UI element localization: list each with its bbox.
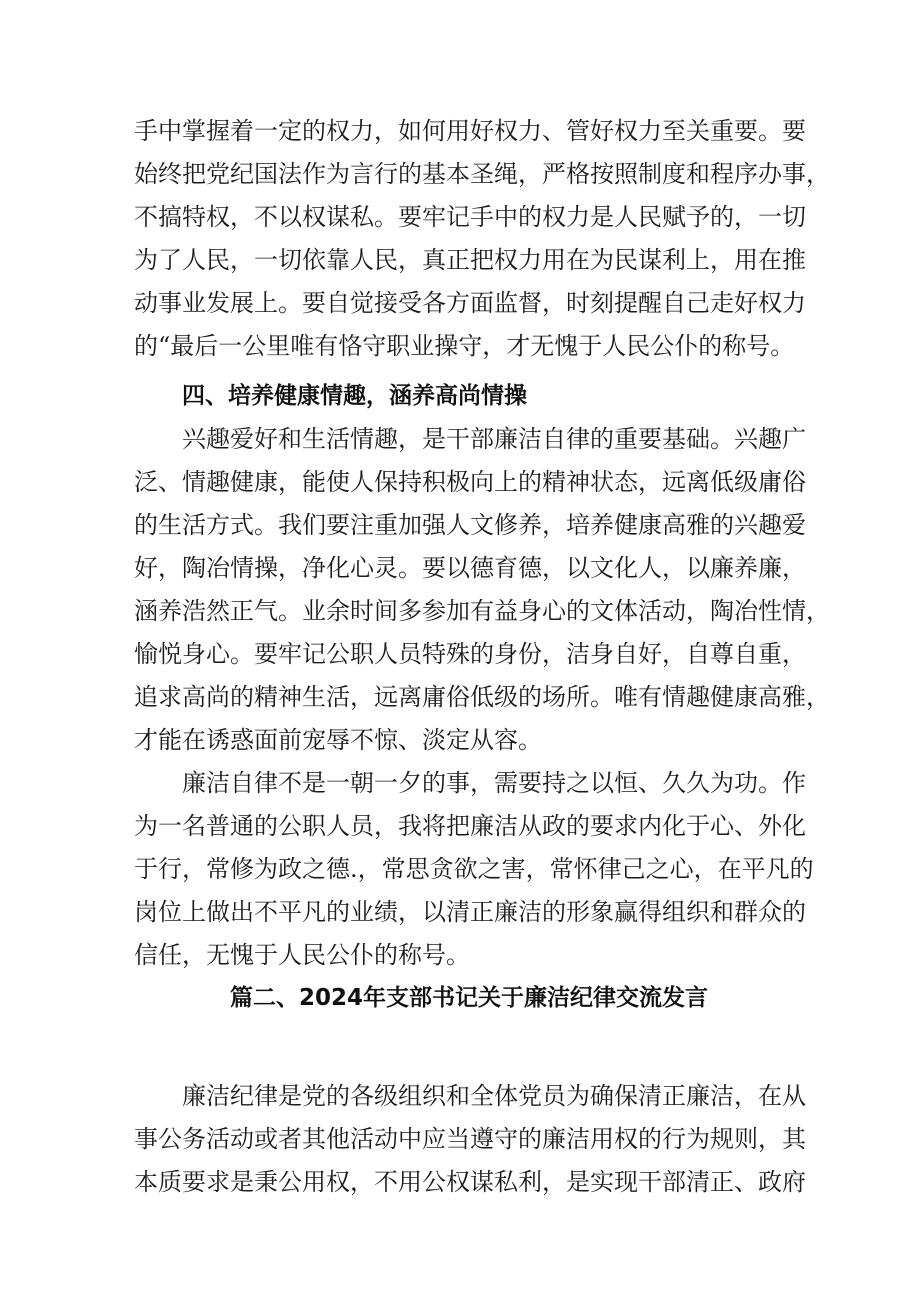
article-two-title: 篇二、2024年支部书记关于廉洁纪律交流发言: [230, 985, 709, 1011]
paragraph-3-line-1: 廉洁自律不是一朝一夕的事，需要持之以恒、久久为功。作: [182, 769, 806, 797]
paragraph-2-line-2: 泛、情趣健康，能使人保持积极向上的精神状态，远离低级庸俗: [134, 468, 806, 496]
paragraph-1-line-1: 手中掌握着一定的权力，如何用好权力、管好权力至关重要。要: [134, 117, 806, 145]
paragraph-2-line-7: 追求高尚的精神生活，远离庸俗低级的场所。唯有情趣健康高雅，: [134, 683, 830, 711]
paragraph-1-line-5: 动事业发展上。要自觉接受各方面监督，时刻提醒自己走好权力: [134, 289, 806, 317]
paragraph-1-line-6: 的“最后一公里唯有恪守职业操守，才无愧于人民公仆的称号。: [134, 332, 795, 360]
paragraph-4-line-2: 事公务活动或者其他活动中应当遵守的廉洁用权的行为规则，其: [134, 1125, 806, 1153]
paragraph-1-line-4: 为了人民，一切依靠人民，真正把权力用在为民谋利上，用在推: [134, 246, 806, 274]
paragraph-2-line-6: 愉悦身心。要牢记公职人员特殊的身份，洁身自好，自尊自重，: [134, 640, 806, 668]
paragraph-4-line-1: 廉洁纪律是党的各级组织和全体党员为确保清正廉洁，在从: [182, 1082, 806, 1110]
paragraph-3-line-5: 信任，无愧于人民公仆的称号。: [134, 941, 470, 969]
section-heading-four: 四、培养健康情趣，涵养高尚情操: [182, 383, 527, 409]
paragraph-2-line-4: 好，陶冶情操，净化心灵。要以德育德，以文化人，以廉养廉，: [134, 554, 806, 582]
paragraph-1-line-2: 始终把党纪国法作为言行的基本圣绳，严格按照制度和程序办事，: [134, 160, 830, 188]
paragraph-4-line-3: 本质要求是秉公用权，不用公权谋私利，是实现干部清正、政府: [134, 1168, 806, 1196]
paragraph-1-line-3: 不搞特权，不以权谋私。要牢记手中的权力是人民赋予的，一切: [134, 203, 806, 231]
paragraph-2-line-1: 兴趣爱好和生活情趣，是干部廉洁自律的重要基础。兴趣广: [182, 425, 806, 453]
paragraph-2-line-8: 才能在诱惑面前宠辱不惊、淡定从容。: [134, 726, 542, 754]
paragraph-3-line-4: 岗位上做出不平凡的业绩，以清正廉洁的形象赢得组织和群众的: [134, 898, 806, 926]
paragraph-2-line-5: 涵养浩然正气。业余时间多参加有益身心的文体活动，陶冶性情，: [134, 597, 830, 625]
paragraph-3-line-2: 为一名普通的公职人员，我将把廉洁从政的要求内化于心、外化: [134, 812, 806, 840]
paragraph-2-line-3: 的生活方式。我们要注重加强人文修养，培养健康高雅的兴趣爱: [134, 511, 806, 539]
paragraph-3-line-3: 于行，常修为政之德.，常思贪欲之害，常怀律己之心，在平凡的: [134, 855, 814, 883]
